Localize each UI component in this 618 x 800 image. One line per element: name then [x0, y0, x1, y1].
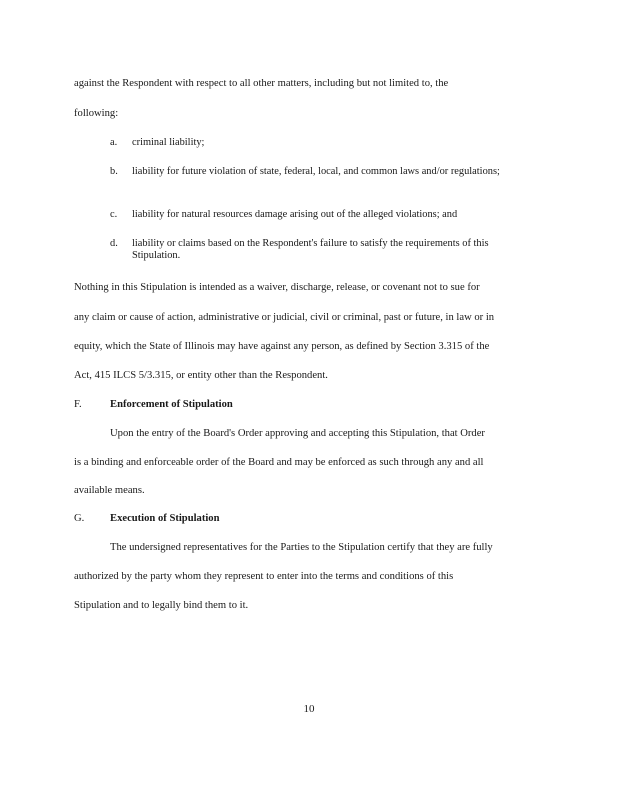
section-letter: F. — [74, 399, 82, 410]
paragraph-line: The undersigned representatives for the Parties to the Stipulation certify that they are fully — [110, 542, 493, 553]
list-item-letter: c. — [110, 209, 118, 220]
paragraph-line: against the Respondent with respect to all other matters, including but not limited to, the — [74, 78, 449, 89]
section-letter: G. — [74, 513, 85, 524]
section-title: Enforcement of Stipulation — [110, 399, 233, 410]
paragraph-line: Stipulation and to legally bind them to it. — [74, 600, 249, 611]
paragraph-line: authorized by the party whom they represent to enter into the terms and conditions of this — [74, 571, 454, 582]
paragraph-line: equity, which the State of Illinois may have against any person, as defined by Section 3.315 of the — [74, 341, 490, 352]
page-number: 10 — [303, 703, 315, 715]
paragraph-line: any claim or cause of action, administrative or judicial, civil or criminal, past or future, in law or in — [74, 312, 495, 323]
list-item-text: criminal liability; — [132, 137, 205, 148]
list-item-letter: a. — [110, 137, 118, 148]
section-title: Execution of Stipulation — [110, 513, 220, 524]
paragraph-line: available means. — [74, 485, 145, 496]
paragraph-line: Act, 415 ILCS 5/3.315, or entity other than the Respondent. — [74, 370, 328, 381]
paragraph-line: following: — [74, 108, 119, 119]
list-item-letter: b. — [110, 166, 118, 177]
paragraph-line: is a binding and enforceable order of the Board and may be enforced as such through any and all — [74, 457, 484, 468]
paragraph-line: Upon the entry of the Board's Order approving and accepting this Stipulation, that Order — [110, 428, 485, 439]
list-item-letter: d. — [110, 238, 118, 249]
list-item-text: liability or claims based on the Respondent's failure to satisfy the requirements of this Stipulation. — [132, 238, 489, 261]
list-item-text: liability for natural resources damage arising out of the alleged violations; and — [132, 209, 458, 220]
list-item-text: liability for future violation of state, federal, local, and common laws and/or regulations; — [132, 166, 500, 177]
paragraph-line: Nothing in this Stipulation is intended as a waiver, discharge, release, or covenant not to sue for — [74, 282, 480, 293]
